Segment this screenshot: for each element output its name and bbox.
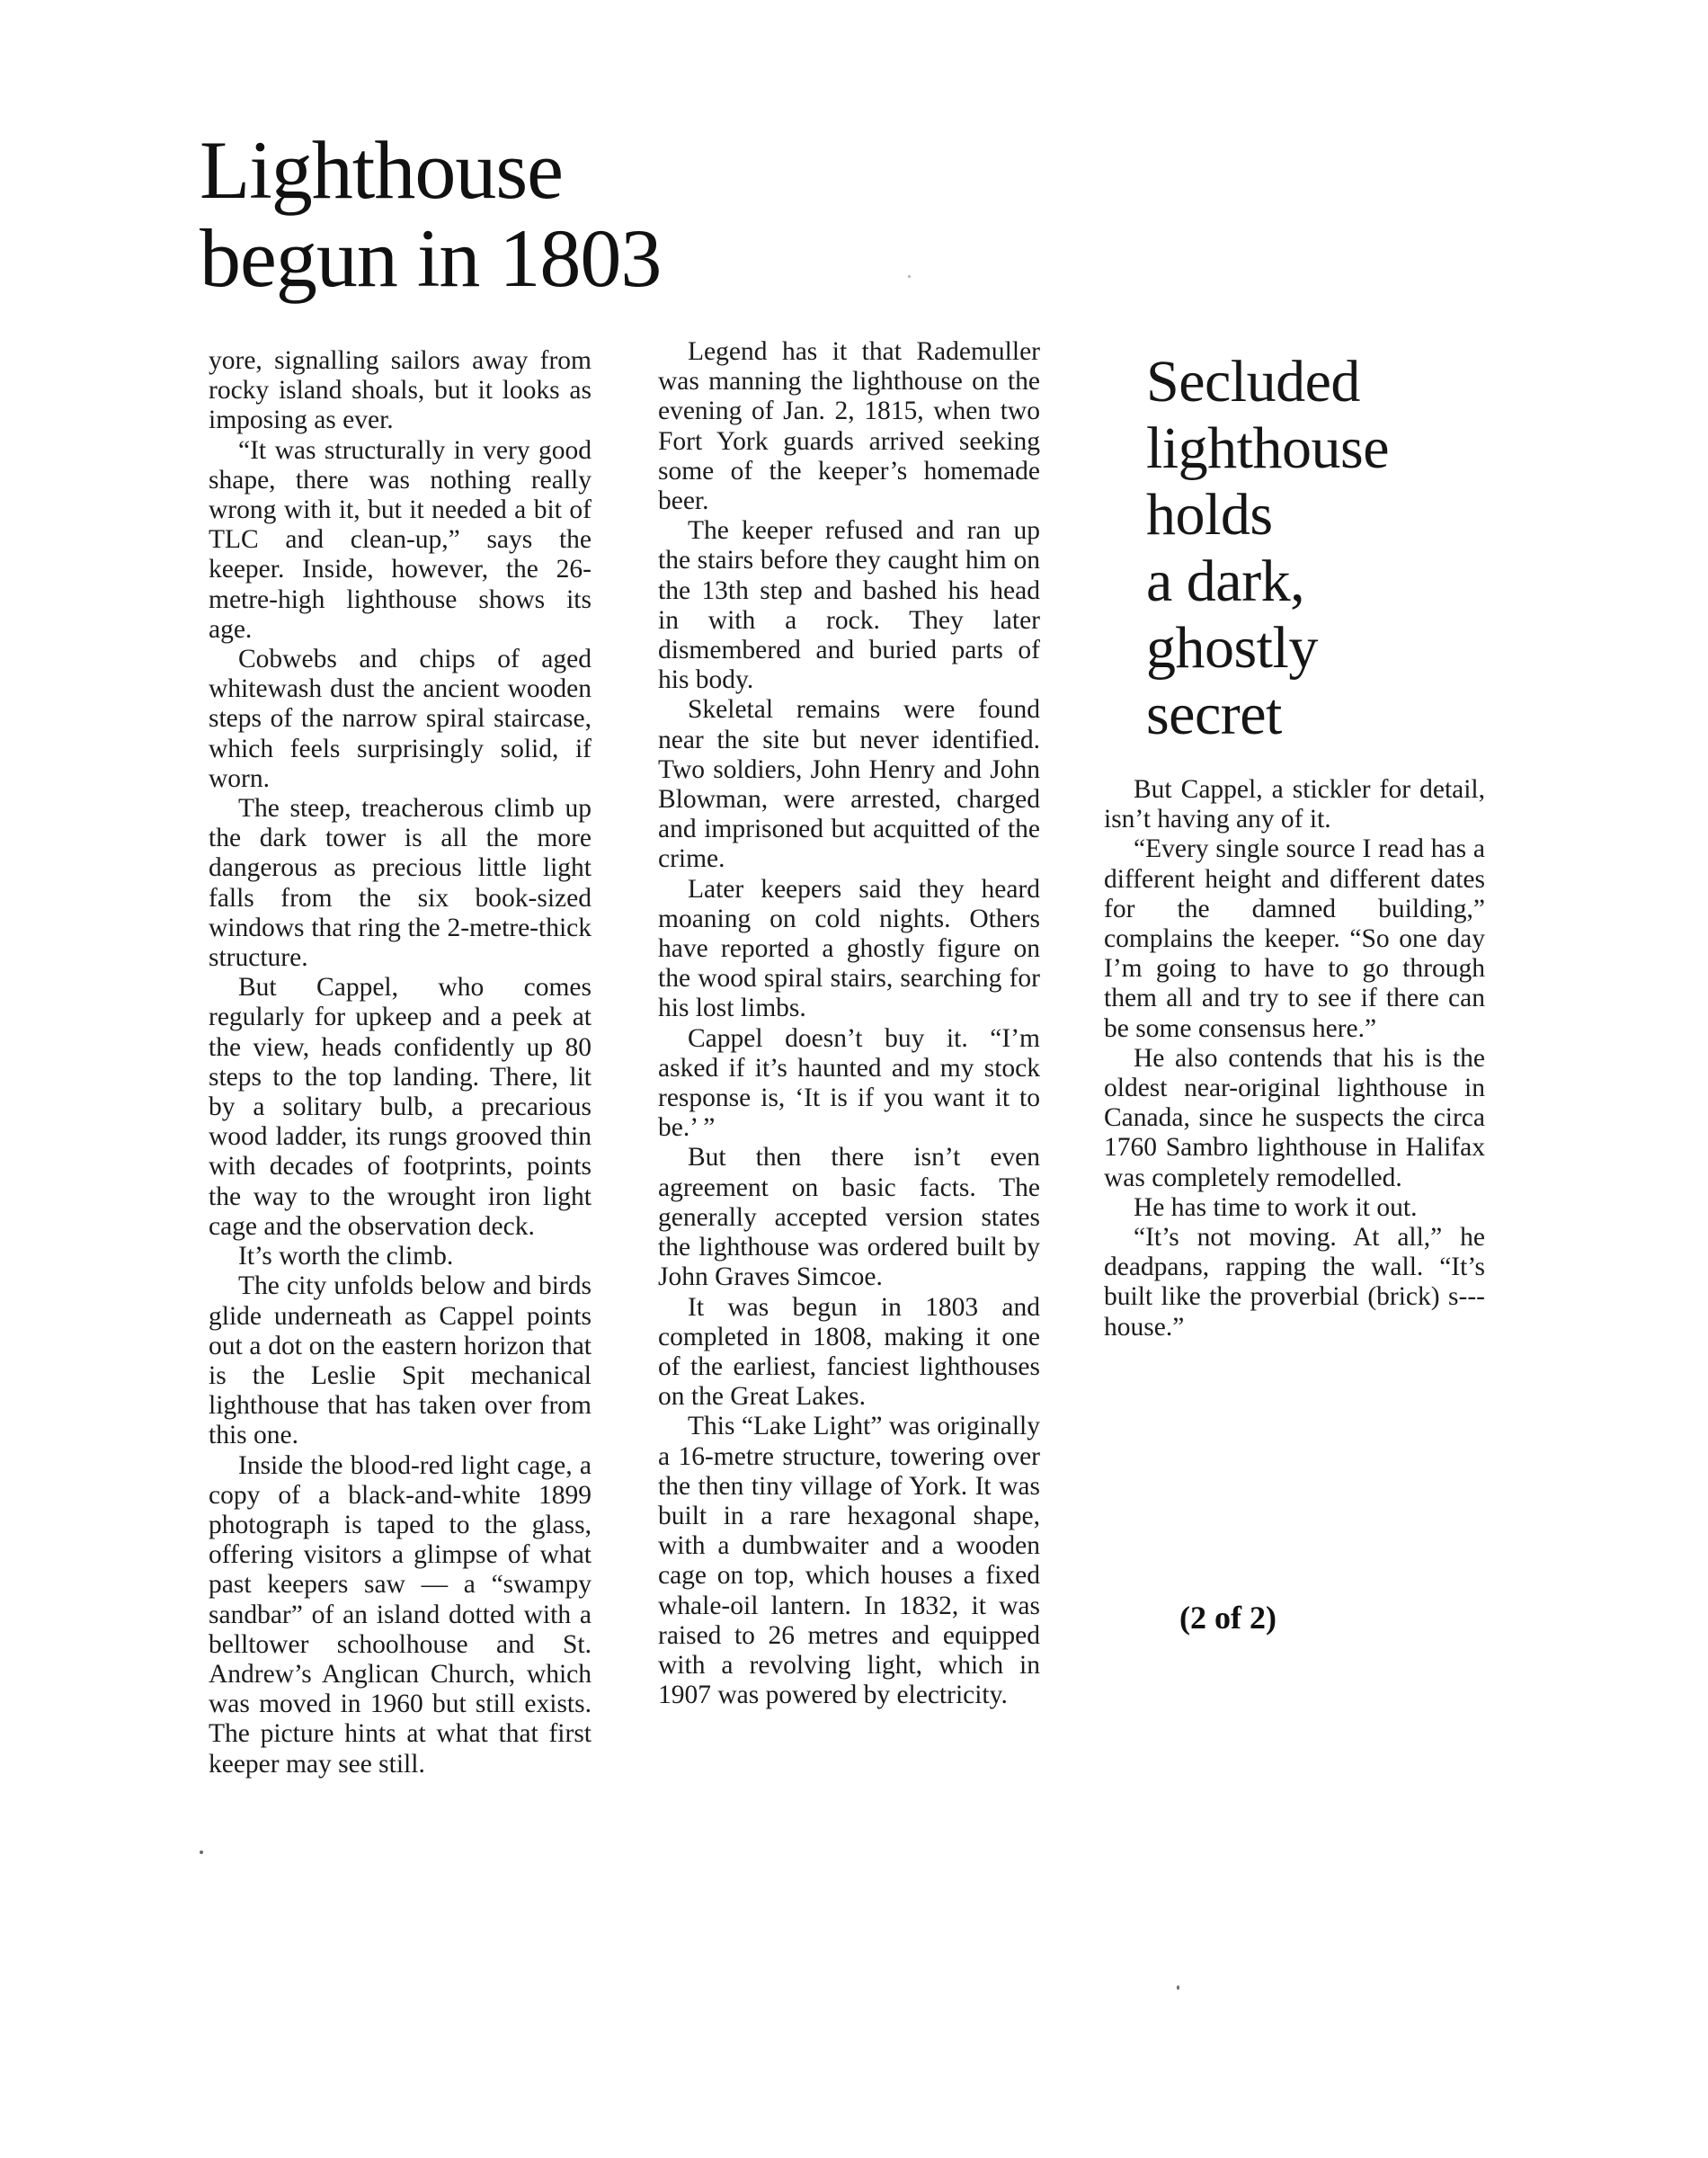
sidebar-headline-line: lighthouse [1146, 415, 1389, 481]
paragraph: The city unfolds below and birds glide underneath as Cappel points out a dot on the eastern horizon that is the Leslie Spit mechanical lighthouse that has taken over from this one. [209, 1271, 592, 1450]
paragraph: But Cappel, a stickler for detail, isn’t having any of it. [1104, 775, 1485, 834]
paragraph: He has time to work it out. [1134, 1192, 1418, 1222]
article-column-3 [1104, 775, 1485, 1342]
article-column-2 [658, 337, 1040, 1710]
sidebar-headline-line: holds [1146, 482, 1273, 548]
sidebar-headline-line: ghostly [1146, 615, 1318, 681]
sidebar-headline-line: Secluded [1146, 349, 1360, 415]
paragraph: Cappel doesn’t buy it. “I’m asked if it’s haunted and my stock response is, ‘It is if you want it to be.’ ” [658, 1023, 1040, 1143]
scan-speck [1177, 1985, 1179, 1990]
sidebar-headline-line: a dark, [1146, 548, 1305, 614]
paragraph: Legend has it that Rademuller was manning the lighthouse on the evening of Jan. 2, 1815, when two Fort York guards arrived seeking some of the keeper’s homemade beer. [658, 337, 1040, 516]
paragraph: “It’s not moving. At all,” he deadpans, rapping the wall. “It’s built like the proverbial (brick) s---house.” [1104, 1223, 1485, 1342]
sidebar-headline [1146, 349, 1452, 748]
paragraph: The keeper refused and ran up the stairs before they caught him on the 13th step and bashed his head in with a rock. They later dismembered and buried parts of his body. [658, 516, 1040, 695]
paragraph: yore, signalling sailors away from rocky island shoals, but it looks as imposing as ever. [209, 346, 592, 435]
sidebar-headline-line: secret [1146, 682, 1282, 747]
paragraph: It’s worth the climb. [238, 1242, 454, 1271]
paragraph: The steep, treacherous climb up the dark tower is all the more dangerous as precious little light falls from the six book-sized windows that ring the 2-metre-thick structure. [209, 794, 592, 973]
main-headline [200, 126, 703, 302]
scan-speck [200, 1850, 203, 1854]
paragraph: This “Lake Light” was originally a 16-metre structure, towering over the then tiny village of York. It was built in a rare hexagonal shape, with a dumbwaiter and a wooden cage on top, which houses a fixed whale-oil lantern. In 1832, it was raised to 26 metres and equipped with a revolving light, which in 1907 was powered by electricity. [658, 1412, 1040, 1710]
paragraph: But then there isn’t even agreement on basic facts. The generally accepted version states the lighthouse was ordered built by John Graves Simcoe. [658, 1143, 1040, 1292]
paragraph: Skeletal remains were found near the site but never identified. Two soldiers, John Henry and John Blowman, were arrested, charged and imprisoned but acquitted of the crime. [658, 695, 1040, 874]
paragraph: “Every single source I read has a different height and different dates for the damned building,” complains the keeper. “So one day I’m going to have to go through them all and try to see if there can be some consensus here.” [1104, 834, 1485, 1043]
paragraph: He also contends that his is the oldest near-original lighthouse in Canada, since he suspects the circa 1760 Sambro lighthouse in Halifax was completely remodelled. [1104, 1043, 1485, 1192]
paragraph: But Cappel, who comes regularly for upkeep and a peek at the view, heads confidently up 80 steps to the top landing. There, lit by a solitary bulb, a precarious wood ladder, its rungs grooved thin with decades of footprints, points the way to the wrought iron light cage and the observation deck. [209, 973, 592, 1241]
paragraph: It was begun in 1803 and completed in 1808, making it one of the earliest, fanciest lighthouses on the Great Lakes. [658, 1292, 1040, 1412]
paragraph: Later keepers said they heard moaning on cold nights. Others have reported a ghostly figure on the wood spiral stairs, searching for his lost limbs. [658, 874, 1040, 1023]
paragraph: Cobwebs and chips of aged whitewash dust the ancient wooden steps of the narrow spiral staircase, which feels surprisingly solid, if worn. [209, 645, 592, 793]
scan-speck [908, 275, 911, 278]
paragraph: “It was structurally in very good shape, there was nothing really wrong with it, but it needed a bit of TLC and clean-up,” says the keeper. Inside, however, the 26-metre-high lighthouse shows its age. [209, 435, 592, 644]
page-indicator: (2 of 2) [1179, 1600, 1277, 1636]
article-column-1 [209, 346, 592, 1779]
main-headline-line-2: begun in 1803 [200, 212, 662, 304]
main-headline-line-1: Lighthouse [200, 124, 563, 216]
paragraph: Inside the blood-red light cage, a copy of a black-and-white 1899 photograph is taped to the glass, offering visitors a glimpse of what past keepers saw — a “swampy sandbar” of an island dotted with a belltower schoolhouse and St. Andrew’s Anglican Church, which was moved in 1960 but still exists. The picture hints at what that first keeper may see still. [209, 1450, 592, 1779]
